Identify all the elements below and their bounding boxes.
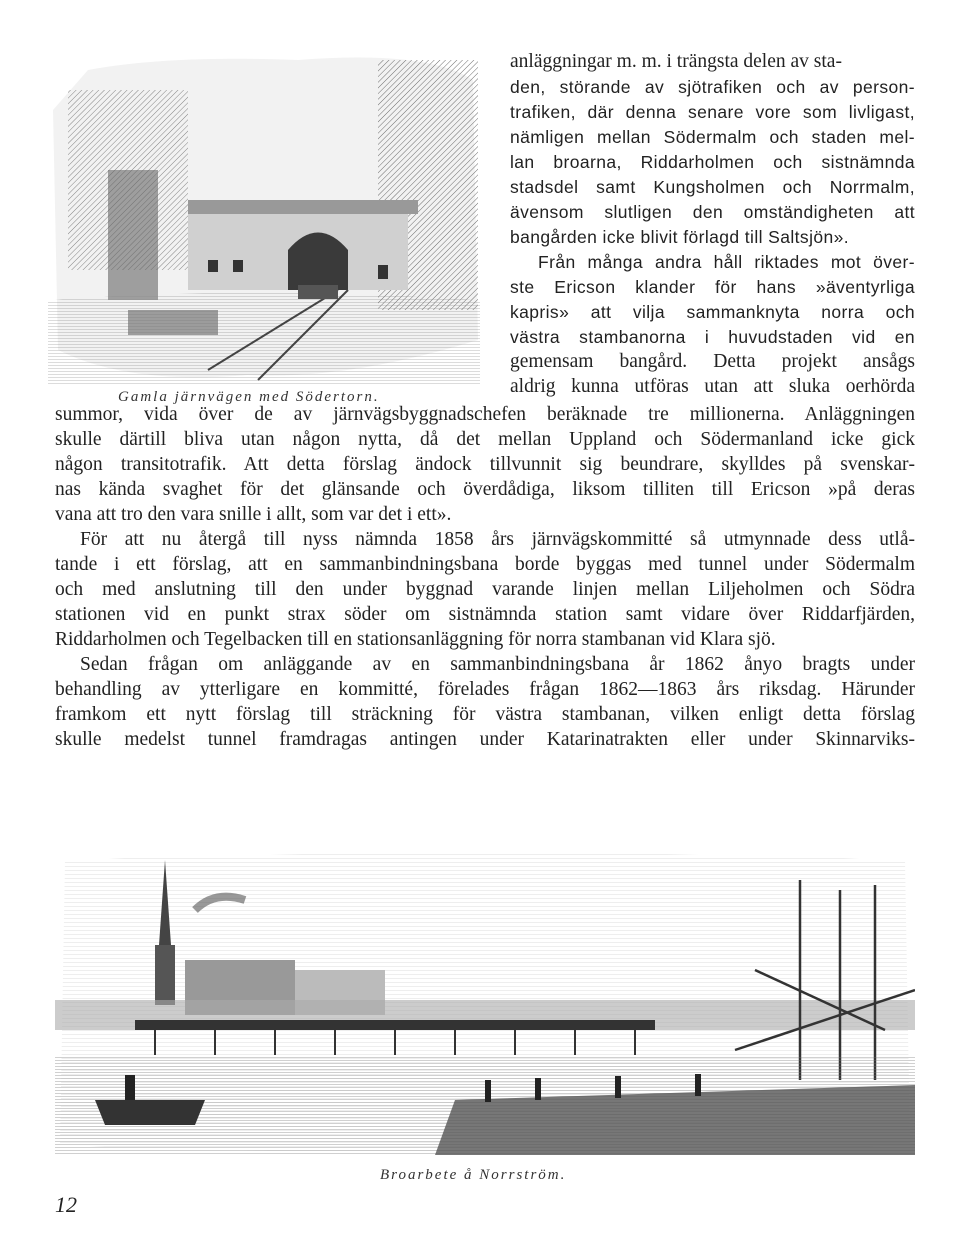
text-line: För att nu återgå till nyss nämnda 1858 års järnvägskommitté så utmynnade dess utlå‑: [80, 529, 915, 550]
text-line: bangården icke blivit förlagd till Saltsjön».: [510, 227, 850, 247]
text-line: behandling av ytterligare en kommitté, förelades frågan 1862—1863 års riksdag. Härunder: [55, 679, 915, 700]
text-line: stadsdel samt Kungsholmen och Norrmalm,: [510, 177, 915, 197]
text-line: Riddarholmen och Tegelbacken till en stationsanläggning för norra stambanan vid Klara sjö.: [55, 629, 776, 650]
text-line: aldrig kunna utföras utan att sluka oerhörda: [510, 376, 915, 397]
caption-bridge-works: Broarbete å Norrström.: [380, 1167, 567, 1183]
text-line: någon transitotrafik. Att detta förslag ändock tillvunnit sig beundrare, skylldes på svenskar‑: [55, 454, 915, 475]
text-line: summor, vida över de av järnvägsbyggnadschefen beräknade tre millionerna. Anläggningen: [55, 404, 915, 425]
text-line: och med anslutning till den under byggnad varande linjen mellan Liljeholmen och Södra: [55, 579, 915, 600]
text-line: trafiken, där denna senare vore som livligast,: [510, 102, 915, 122]
text-line: anläggningar m. m. i trängsta delen av sta‑: [510, 51, 842, 72]
engraving-old-railway: [48, 50, 480, 385]
text-line: lan broarna, Riddarholmen och sistnämnda: [510, 152, 915, 172]
text-line: ste Ericson klander för hans »äventyrliga: [510, 277, 915, 297]
text-line: tande i ett förslag, att en sammanbindningsbana borde byggas med tunnel under Södermalm: [55, 554, 915, 575]
text-line: skulle medelst tunnel framdragas antingen under Katarinatrakten eller under Skinnarviks‑: [55, 729, 915, 750]
text-line: nas kända svaghet för det glänsande och överdådiga, liksom tilliten till Ericson »på deras: [55, 479, 915, 500]
text-line: Sedan frågan om anläggande av en sammanbindningsbana år 1862 ånyo bragts under: [80, 654, 915, 675]
text-line: västra stambanorna i huvudstaden vid en: [510, 327, 915, 347]
engraving-bridge-works: [55, 850, 915, 1155]
text-line: vana att tro den vara snille i allt, som var det i ett».: [55, 504, 452, 525]
caption-old-railway: Gamla järnvägen med Södertorn.: [118, 389, 380, 405]
text-line: framkom ett nytt förslag till sträckning för västra stambanan, vilken enligt detta förslag: [55, 704, 915, 725]
text-line: gemensam bangård. Detta projekt ansågs: [510, 351, 915, 372]
text-line: ävensom slutligen den omständigheten att: [510, 202, 915, 222]
text-line: kapris» att vilja sammanknyta norra och: [510, 302, 915, 322]
text-line: den, störande av sjötrafiken och av person‑: [510, 77, 915, 97]
text-line: skulle därtill bliva utan någon nytta, då det mellan Uppland och Södermanland icke gick: [55, 429, 915, 450]
text-line: stationen vid en punkt strax söder om sistnämnda station samt vidare över Riddarfjärden,: [55, 604, 915, 625]
text-line: nämligen mellan Södermalm och staden mel‑: [510, 127, 915, 147]
text-line: Från många andra håll riktades mot över‑: [538, 252, 915, 272]
page-number: 12: [55, 1192, 77, 1217]
